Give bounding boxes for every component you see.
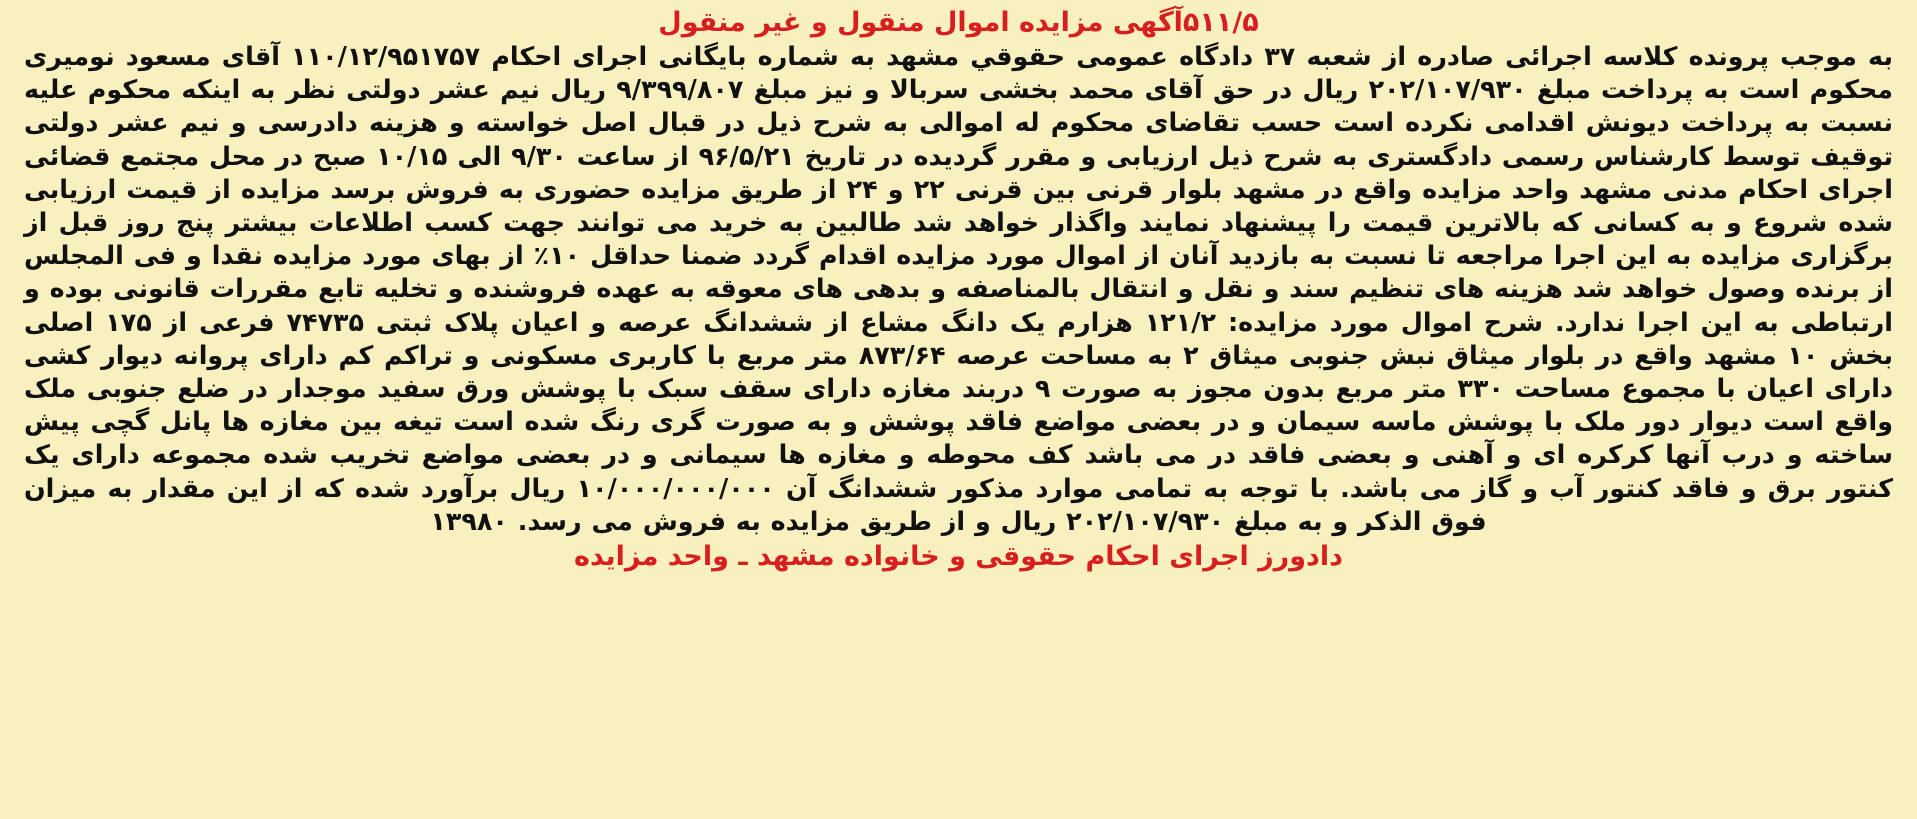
notice-title: ۵۱۱/۵آگهی مزایده اموال منقول و غیر منقول xyxy=(658,7,1259,38)
notice-footer: دادورز اجرای احکام حقوقی و خانواده مشهد ـ واحد مزایده xyxy=(574,541,1343,573)
notice-body: به موجب پرونده کلاسه اجرائی صادره از شعبه ۳۷ دادگاه عمومی حقوقي مشهد به شماره بایگانی اجرای احکام ۱۱۰/۱۲/۹۵۱۷۵۷ آقای مسعود نومیری محکوم است به پرداخت مبلغ ۲۰۲/۱۰۷/۹۳۰ ریال در حق آقای محمد بخشی سربالا و نیز مبلغ ۹/۳۹۹/۸۰۷ ریال نیم عشر دولتی نظر به اینکه محکوم علیه نسبت به پرداخت دیونش اقدامی نکرده است حسب تقاضای محکوم له اموالی به شرح ذیل در قبال اصل خواسته و هزینه دادرسی و نیم عشر دولتی توقیف توسط کارشناس رسمی دادگستری به شرح ذیل ارزیابی و مقرر گردیده در تاریخ ۹۶/۵/۲۱ از ساعت ۹/۳۰ الی ۱۰/۱۵ صبح در محل مجتمع قضائی اجرای احکام مدنی مشهد واحد مزایده واقع در مشهد بلوار قرنی بین قرنی ۲۲ و ۲۴ از طریق مزایده حضوری به فروش برسد مزایده از قیمت ارزیابی شده شروع و به کسانی که بالاترین قیمت را پیشنهاد نمایند واگذار خواهد شد طالبین به خرید می توانند جهت کسب اطلاعات بیشتر پنج روز قبل از برگزاری مزایده به این اجرا مراجعه تا نسبت به بازدید آنان از اموال مورد مزایده اقدام گردد ضمنا حداقل ۱۰٪ از بهای مورد مزایده نقدا و فی المجلس از برنده وصول خواهد شد هزینه های تنظیم سند و نقل و انتقال بالمناصفه و بدهی های معوقه به عهده فروشنده و تخلیه تابع مقررات قانونی بوده و ارتباطی به این اجرا ندارد. شرح اموال مورد مزایده: ۱۲۱/۲ هزارم یک دانگ مشاع از ششدانگ عرصه و اعیان پلاک ثبتی ۷۴۷۳۵ فرعی از ۱۷۵ اصلی بخش ۱۰ مشهد واقع در بلوار میثاق نبش جنوبی میثاق ۲ به مساحت عرصه ۸۷۳/۶۴ متر مربع با کاربری مسکونی و تراکم کم دارای پروانه دیوار کشی دارای اعیان با مجموع مساحت ۳۳۰ متر مربع بدون مجوز به صورت ۹ دربند مغازه دارای سقف سبک با پوشش ورق سفید موجدار در ضلع جنوبی ملک واقع است دیوار دور ملک با پوشش ماسه سیمان و در بعضی مواضع فاقد پوشش و به صورت گری رنگ شده است تیغه بین مغازه ها پانل گچی پیش ساخته و درب آنها کرکره ای و آهنی و بعضی فاقد در می باشد کف محوطه و مغازه ها سیمانی و در بعضی مواضع تخریب شده مجموعه دارای یک کنتور برق و فاقد کنتور آب و گاز می باشد. با توجه به تمامی موارد مذکور ششدانگ آن ۱۰/۰۰۰/۰۰۰/۰۰۰ ریال برآورد شده که از این مقدار به میزان فوق الذکر و به مبلغ ۲۰۲/۱۰۷/۹۳۰ ریال و از طریق مزایده به فروش می رسد. ۱۳۹۸۰ xyxy=(24,41,1894,536)
